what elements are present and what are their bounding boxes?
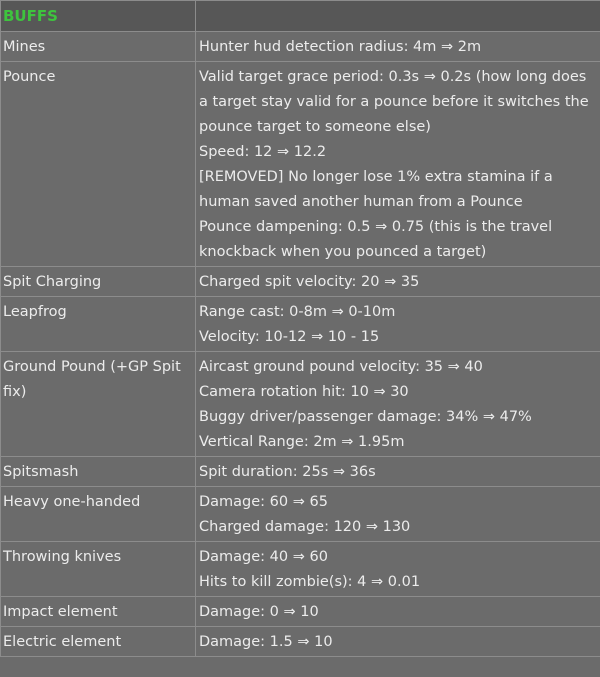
header-title-text: BUFFS (3, 7, 58, 25)
row-name: Heavy one-handed (1, 487, 196, 542)
detail-line: Camera rotation hit: 10 ⇒ 30 (199, 384, 409, 400)
row-name: Spit Charging (1, 267, 196, 297)
detail-line: Damage: 60 ⇒ 65 (199, 494, 328, 510)
table-row (1, 32, 600, 62)
detail-line: Damage: 0 ⇒ 10 (199, 604, 319, 620)
table-header-row (1, 1, 600, 32)
detail-line: Vertical Range: 2m ⇒ 1.95m (199, 434, 405, 450)
row-details (196, 267, 600, 297)
row-name: Pounce (1, 62, 196, 267)
table-row (1, 267, 600, 297)
row-name: Electric element (1, 627, 196, 657)
table-header-title (1, 1, 196, 32)
row-details (196, 542, 600, 597)
row-details (196, 597, 600, 627)
table-row (1, 542, 600, 597)
detail-line: Buggy driver/passenger damage: 34% ⇒ 47% (199, 409, 532, 425)
row-name: Ground Pound (+GP Spit fix) (1, 352, 196, 457)
table-row (1, 487, 600, 542)
detail-line: Aircast ground pound velocity: 35 ⇒ 40 (199, 359, 483, 375)
row-details (196, 297, 600, 352)
detail-line: Range cast: 0-8m ⇒ 0-10m (199, 304, 396, 320)
detail-line: Velocity: 10-12 ⇒ 10 - 15 (199, 329, 380, 345)
row-name: Spitsmash (1, 457, 196, 487)
detail-line: Pounce dampening: 0.5 ⇒ 0.75 (this is the travel knockback when you pounced a target) (199, 219, 553, 260)
row-name: Leapfrog (1, 297, 196, 352)
detail-line: Damage: 1.5 ⇒ 10 (199, 634, 333, 650)
table-header-empty (196, 1, 600, 32)
detail-line: Charged damage: 120 ⇒ 130 (199, 519, 411, 535)
table-row (1, 62, 600, 267)
row-details (196, 62, 600, 267)
table-row (1, 352, 600, 457)
row-name: Throwing knives (1, 542, 196, 597)
table-row (1, 457, 600, 487)
row-name: Mines (1, 32, 196, 62)
row-details (196, 487, 600, 542)
detail-line: Spit duration: 25s ⇒ 36s (199, 464, 376, 480)
detail-line: Valid target grace period: 0.3s ⇒ 0.2s (how long does a target stay valid for a pounce before it switches the pounce target to someone else) (199, 69, 589, 135)
table-row (1, 597, 600, 627)
detail-line: Damage: 40 ⇒ 60 (199, 549, 328, 565)
detail-line: Charged spit velocity: 20 ⇒ 35 (199, 274, 420, 290)
row-details (196, 352, 600, 457)
detail-line: Speed: 12 ⇒ 12.2 (199, 144, 327, 160)
table-row (1, 627, 600, 657)
row-name: Impact element (1, 597, 196, 627)
row-details (196, 32, 600, 62)
table-row (1, 297, 600, 352)
detail-line: [REMOVED] No longer lose 1% extra stamina if a human saved another human from a Pounce (199, 169, 553, 210)
row-details (196, 627, 600, 657)
detail-line: Hunter hud detection radius: 4m ⇒ 2m (199, 39, 482, 55)
detail-line: Hits to kill zombie(s): 4 ⇒ 0.01 (199, 574, 421, 590)
row-details (196, 457, 600, 487)
